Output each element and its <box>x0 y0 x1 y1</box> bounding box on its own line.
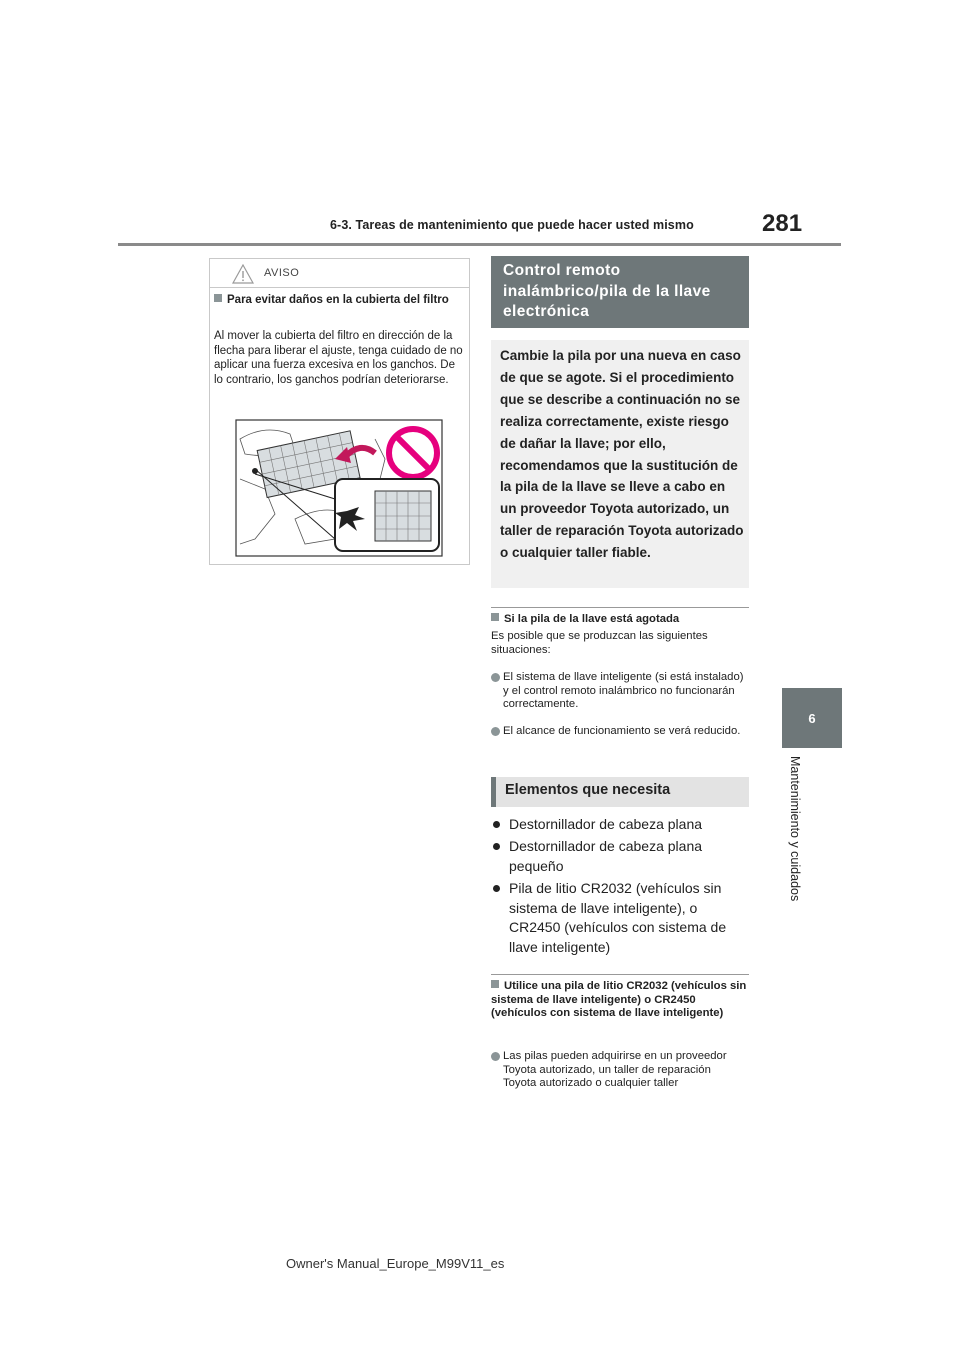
warning-box <box>209 258 470 565</box>
warning-body: Al mover la cubierta del filtro en dirección de la flecha para liberar el ajuste, tenga cuidado de no aplicar una fuerza excesiva en los ganchos. De lo contrario, los ganchos podrían deteriorarse. <box>214 330 463 386</box>
bullet-icon <box>491 673 500 682</box>
battery-low-intro: Es posible que se produzcan las siguientes situaciones: <box>491 630 708 656</box>
chapter-label: Mantenimiento y cuidados <box>788 756 802 902</box>
section-heading-text: Elementos que necesita <box>505 782 671 798</box>
divider <box>491 607 749 608</box>
battery-low-title: Si la pila de la llave está agotada <box>491 613 749 627</box>
square-bullet-icon <box>214 294 222 302</box>
warning-triangle-icon <box>232 264 254 284</box>
notice-box <box>491 340 749 588</box>
section-title: 6-3. Tareas de mantenimiento que puede hacer usted mismo <box>330 218 694 232</box>
bullet-icon <box>491 727 500 736</box>
list-item: Destornillador de cabeza plana pequeño <box>491 837 749 877</box>
chapter-label-container <box>786 756 806 916</box>
header-rule <box>118 243 841 246</box>
list-item: Pila de litio CR2032 (vehículos sin sistema de llave inteligente), o CR2450 (vehículos con sistema de llave inteligente) <box>491 879 749 959</box>
filter-cover-illustration <box>235 419 443 557</box>
warning-subtitle: Para evitar daños en la cubierta del filtro <box>214 293 462 308</box>
divider <box>491 974 749 975</box>
warning-label: AVISO <box>264 267 300 279</box>
bullet-icon <box>493 843 500 850</box>
list-item: Destornillador de cabeza plana <box>491 815 749 835</box>
page-number: 281 <box>762 210 803 237</box>
bullet-icon <box>493 885 500 892</box>
square-bullet-icon <box>491 613 499 621</box>
section-heading-key-battery <box>491 256 749 328</box>
notice-text: Cambie la pila por una nueva en caso de que se agote. Si el procedimiento que se describe a continuación no se realiza correctamente, existe riesgo de dañar la llave; por ello, recomendamos que la sustitución de la pila de la llave se lleve a cabo en un proveedor Toyota autorizado, un taller de reparación Toyota autorizado o cualquier taller fiable. <box>500 348 744 561</box>
warning-header <box>210 259 469 288</box>
bullet-icon <box>491 1052 500 1061</box>
section-heading-text: Control remoto inalámbrico/pila de la llave electrónica <box>503 262 711 320</box>
use-battery-title: Utilice una pila de litio CR2032 (vehículos sin sistema de llave inteligente) o CR2450 (vehículos con sistema de llave inteligente) <box>491 980 747 1019</box>
chapter-tab: 6 <box>782 688 842 748</box>
bullet-icon <box>493 821 500 828</box>
square-bullet-icon <box>491 980 499 988</box>
list-item: El sistema de llave inteligente (si está instalado) y el control remoto inalámbrico no funcionarán correctamente. <box>491 671 749 716</box>
list-item: El alcance de funcionamiento se verá reducido. <box>491 725 749 755</box>
section-heading-items-needed <box>491 777 749 807</box>
list-item: Las pilas pueden adquirirse en un proveedor Toyota autorizado, un taller de reparación Toyota autorizado o cualquier taller <box>491 1050 749 1095</box>
footer-text: Owner's Manual_Europe_M99V11_es <box>286 1256 505 1271</box>
